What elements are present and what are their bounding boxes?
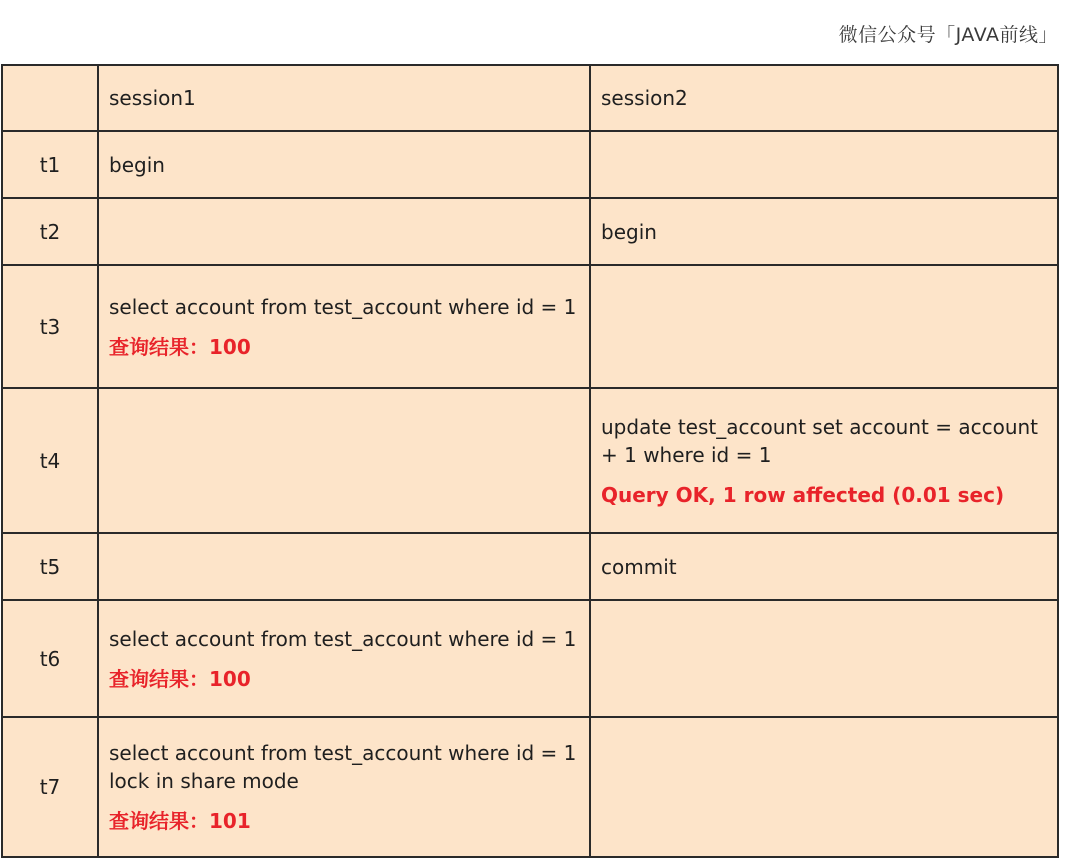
table-row [2, 388, 1058, 533]
header-session1: session1 [98, 65, 590, 131]
session2-cell [590, 265, 1058, 388]
session1-cell [98, 533, 590, 600]
session2-query-result: Query OK, 1 row affected (0.01 sec) [601, 482, 1005, 507]
session2-statement: update test_account set account = account + 1 where id = 1 [601, 414, 1039, 467]
session1-query-result: 查询结果：101 [109, 809, 251, 833]
session2-cell [590, 198, 1058, 265]
session2-statement: begin [601, 219, 657, 244]
table-row [2, 600, 1058, 717]
session1-cell [98, 717, 590, 857]
time-cell: t4 [2, 388, 98, 533]
session1-statement: select account from test_account where id = 1 lock in share mode [109, 741, 577, 793]
session1-cell [98, 600, 590, 717]
session2-cell [590, 388, 1058, 533]
table-row [2, 198, 1058, 265]
table-row [2, 131, 1058, 198]
watermark: 微信公众号「JAVA前线」 [838, 24, 1058, 46]
table-row [2, 717, 1058, 857]
session1-cell [98, 388, 590, 533]
time-cell: t7 [2, 717, 98, 857]
session1-query-result: 查询结果：100 [109, 334, 251, 359]
session1-statement: select account from test_account where id = 1 [109, 294, 577, 319]
header-corner-cell [2, 65, 98, 131]
session1-statement: select account from test_account where id = 1 [109, 626, 577, 651]
time-cell: t2 [2, 198, 98, 265]
table-row [2, 533, 1058, 600]
session2-cell [590, 600, 1058, 717]
session1-query-result: 查询结果：100 [109, 666, 251, 691]
table-row [2, 265, 1058, 388]
session1-cell [98, 265, 590, 388]
session1-cell [98, 198, 590, 265]
time-cell: t1 [2, 131, 98, 198]
session1-cell [98, 131, 590, 198]
time-cell: t5 [2, 533, 98, 600]
session1-statement: begin [109, 152, 165, 177]
time-cell: t3 [2, 265, 98, 388]
time-cell: t6 [2, 600, 98, 717]
transaction-timeline-table [1, 64, 1059, 858]
session2-cell [590, 533, 1058, 600]
header-row [2, 65, 1058, 131]
session2-cell [590, 131, 1058, 198]
session2-cell [590, 717, 1058, 857]
header-session2: session2 [590, 65, 1058, 131]
session2-statement: commit [601, 554, 677, 579]
